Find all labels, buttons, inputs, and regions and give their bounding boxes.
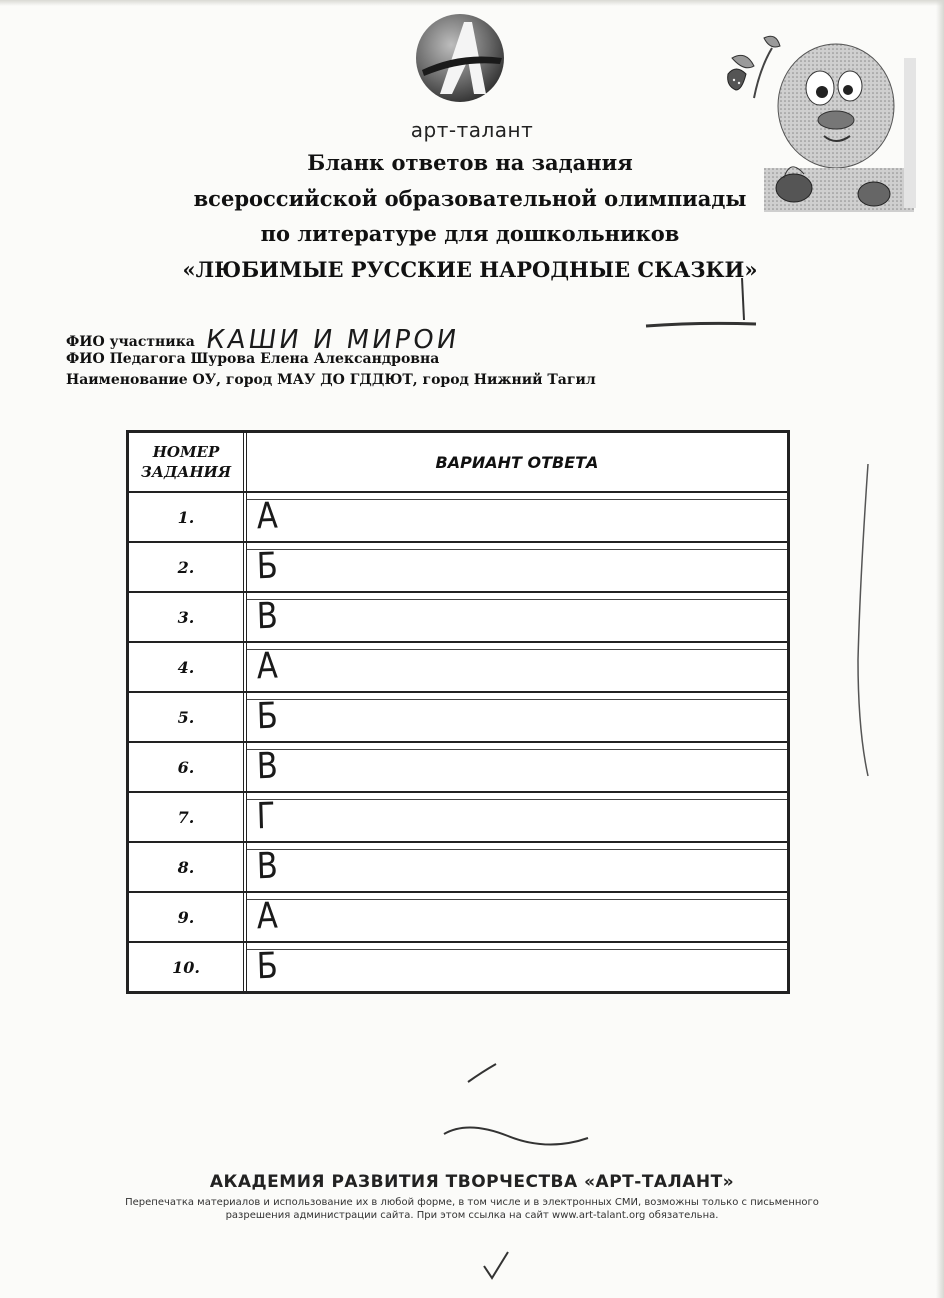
art-talant-logo-icon <box>412 10 508 106</box>
heading-line: всероссийской образовательной олимпиады <box>193 185 747 211</box>
answer-cell <box>247 493 787 541</box>
task-number: 1. <box>129 493 247 541</box>
participant-row <box>66 325 596 355</box>
participant-name-handwritten: КАШИ И МИРОИ <box>203 325 461 355</box>
answer-cell <box>247 843 787 891</box>
mascot-illustration-icon <box>724 28 920 218</box>
num-column-header <box>129 433 247 491</box>
answer-cell <box>247 743 787 791</box>
table-row <box>129 791 787 841</box>
table-row <box>129 841 787 891</box>
answer-table <box>126 430 790 994</box>
answer-cell <box>247 693 787 741</box>
participant-info <box>66 325 596 391</box>
handwritten-answer: Б <box>256 545 279 588</box>
handwritten-answer: А <box>256 645 279 688</box>
heading-line: по литературе для дошкольников <box>260 221 680 246</box>
task-number: 6. <box>129 743 247 791</box>
handwritten-answer: В <box>256 595 279 638</box>
answer-column-header: ВАРИАНТ ОТВЕТА <box>435 452 599 472</box>
handwritten-answer: В <box>256 745 279 788</box>
heading-line: «ЛЮБИМЫЕ РУССКИЕ НАРОДНЫЕ СКАЗКИ» <box>182 256 758 282</box>
footer-copyright-note: Перепечатка материалов и использование их в любой форме, в том числе и в электронных СМИ, возможны только с письменного разрешения администрации сайта. При этом ссылка на сайт www.art-talant.org обязательна. <box>125 1197 819 1221</box>
table-row <box>129 591 787 641</box>
footer-title: АКАДЕМИЯ РАЗВИТИЯ ТВОРЧЕСТВА «АРТ-ТАЛАНТ» <box>209 1172 735 1192</box>
pen-mark-checkmark <box>478 1248 518 1284</box>
answer-cell <box>247 543 787 591</box>
handwritten-answer: А <box>256 495 279 538</box>
task-number: 4. <box>129 643 247 691</box>
task-number: 8. <box>129 843 247 891</box>
scan-edge-top <box>0 0 944 6</box>
answer-cell <box>247 793 787 841</box>
teacher-row: ФИО Педагога Шурова Елена Александровна <box>66 351 440 367</box>
answer-cell <box>247 643 787 691</box>
table-row <box>129 541 787 591</box>
task-number: 10. <box>129 943 247 991</box>
table-row <box>129 741 787 791</box>
participant-label: ФИО участника <box>66 334 195 350</box>
form-heading <box>120 145 820 287</box>
footer <box>0 1172 944 1222</box>
num-header-line: НОМЕР <box>152 443 220 461</box>
task-number: 2. <box>129 543 247 591</box>
table-row <box>129 941 787 991</box>
task-number: 5. <box>129 693 247 741</box>
answer-cell <box>247 943 787 991</box>
table-row <box>129 491 787 541</box>
answer-cell <box>247 893 787 941</box>
task-number: 7. <box>129 793 247 841</box>
answer-cell <box>247 593 787 641</box>
task-number: 3. <box>129 593 247 641</box>
task-number: 9. <box>129 893 247 941</box>
num-header-line: ЗАДАНИЯ <box>140 463 232 481</box>
handwritten-answer: Б <box>256 695 279 738</box>
handwritten-answer: Г <box>256 795 276 838</box>
pen-mark-bottom-1 <box>462 1058 502 1088</box>
handwritten-answer: А <box>256 895 279 938</box>
school-row: Наименование ОУ, город МАУ ДО ГДДЮТ, город Нижний Тагил <box>66 372 596 388</box>
heading-line: Бланк ответов на задания <box>307 150 633 175</box>
table-row <box>129 891 787 941</box>
table-row <box>129 641 787 691</box>
table-header-row <box>129 433 787 491</box>
pen-mark-right-margin <box>850 460 880 780</box>
brand-name: арт-талант <box>410 118 534 142</box>
handwritten-answer: Б <box>256 945 279 988</box>
handwritten-answer: В <box>256 845 279 888</box>
pen-mark-bottom-2 <box>438 1118 598 1158</box>
table-row <box>129 691 787 741</box>
scan-edge-right <box>936 0 944 1298</box>
